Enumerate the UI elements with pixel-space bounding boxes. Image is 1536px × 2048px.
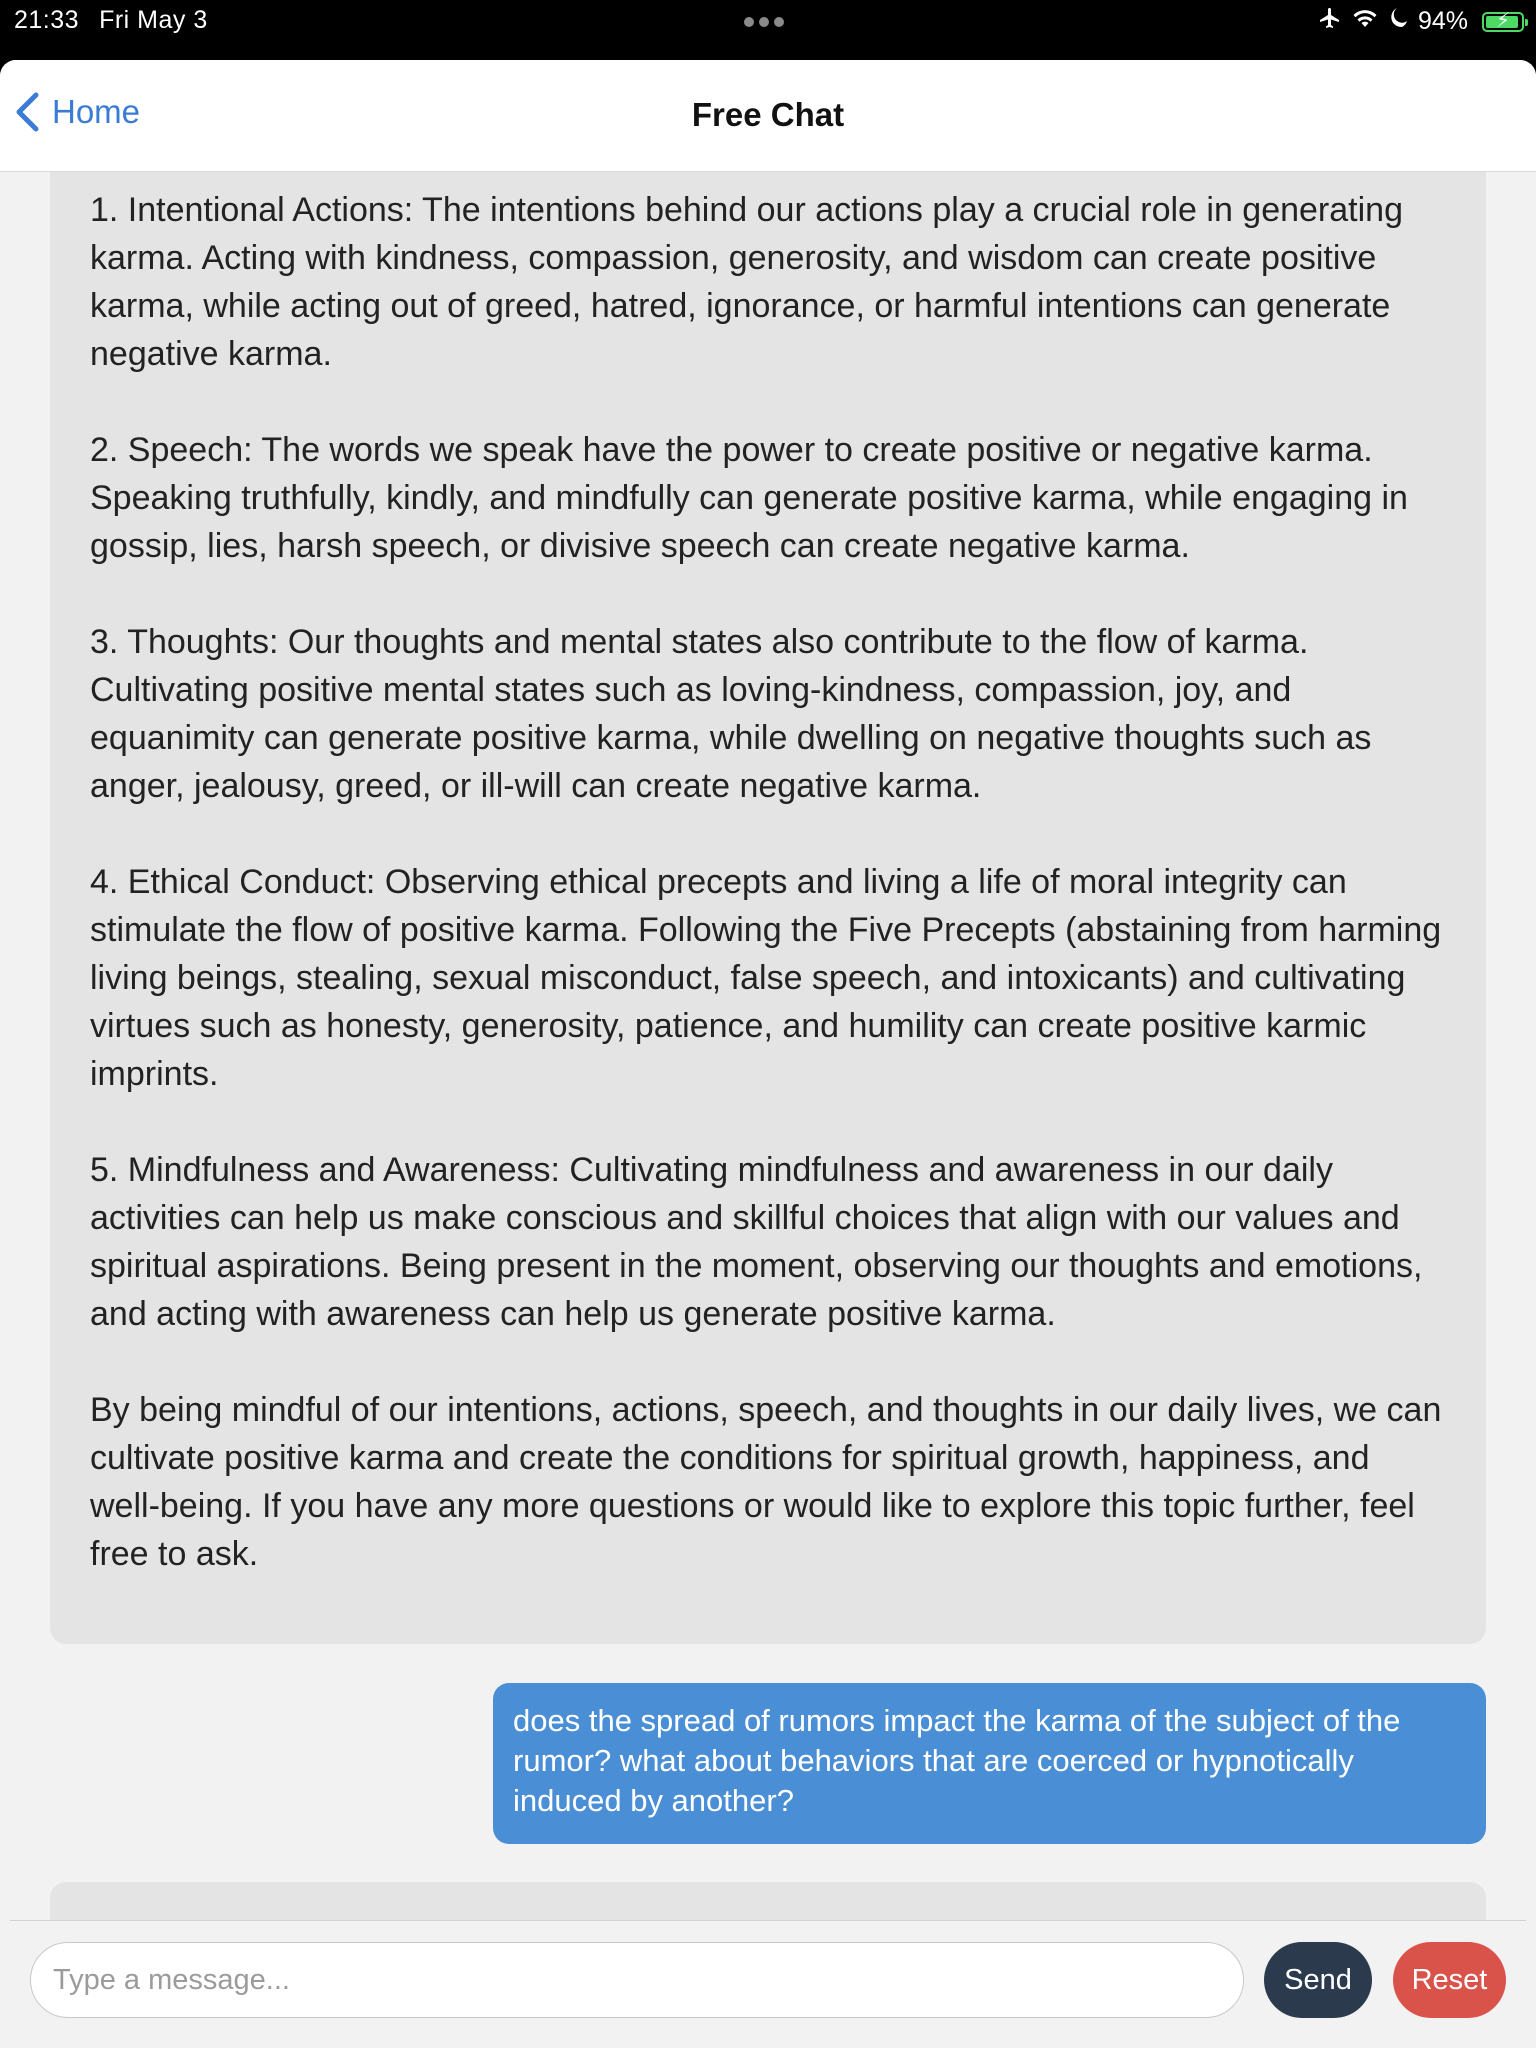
user-message: does the spread of rumors impact the karma of the subject of the rumor? what about behaviors that are coerced or hypnotically induced by another?: [493, 1683, 1486, 1844]
message-paragraph: 4. Ethical Conduct: Observing ethical precepts and living a life of moral integrity can stimulate the flow of positive karma. Following the Five Precepts (abstaining from harming living beings, stealing, sexual misconduct, false speech, and intoxicants) and cultivating virtues such as honesty, generosity, patience, and humility can create positive karmic imprints.: [90, 863, 1442, 1093]
assistant-message: [50, 172, 1486, 1644]
status-time: [14, 6, 208, 35]
airplane-icon: [1318, 6, 1342, 37]
moon-icon: [1388, 7, 1408, 36]
message-paragraph: 1. Intentional Actions: The intentions behind our actions play a crucial role in generating karma. Acting with kindness, compassion, generosity, and wisdom can create positive karma, while acting out of greed, hatred, ignorance, or harmful intentions can generate negative karma.: [90, 191, 1403, 373]
status-date: Fri May 3: [99, 6, 208, 34]
status-time-text: 21:33: [14, 6, 80, 34]
back-label: Home: [52, 93, 141, 130]
bolt-icon: ⚡: [1495, 9, 1511, 32]
wifi-icon: [1352, 7, 1378, 36]
message-paragraph: By being mindful of our intentions, actions, speech, and thoughts in our daily lives, we can cultivate positive karma and create the conditions for spiritual growth, happiness, and well-being. If you have any more questions or would like to explore this topic further, feel free to ask.: [90, 1391, 1442, 1573]
send-button[interactable]: Send: [1264, 1942, 1372, 2018]
navigation-bar: [0, 60, 1536, 172]
battery-percent: 94%: [1417, 7, 1468, 35]
message-paragraph: 3. Thoughts: Our thoughts and mental states also contribute to the flow of karma. Cultivating positive mental states such as loving-kindness, compassion, joy, and equanimity can generate positive karma, while dwelling on negative thoughts such as anger, jealousy, greed, or ill-will can create negative karma.: [90, 623, 1372, 805]
status-indicators: [1318, 6, 1524, 37]
status-bar: [0, 0, 1536, 60]
app-window: [0, 60, 1536, 2048]
battery-charging-icon: [1482, 9, 1524, 32]
message-paragraph: 5. Mindfulness and Awareness: Cultivating mindfulness and awareness in our daily activities can help us make conscious and skillful choices that align with our values and spiritual aspirations. Being present in the moment, observing our thoughts and emotions, and acting with awareness can help us generate positive karma.: [90, 1151, 1423, 1333]
chat-transcript[interactable]: [0, 172, 1536, 1980]
composer-divider: [10, 1920, 1526, 1921]
message-input[interactable]: [30, 1942, 1244, 2018]
message-paragraph: 2. Speech: The words we speak have the power to create positive or negative karma. Speaking truthfully, kindly, and mindfully can generate positive karma, while engaging in gossip, lies, harsh speech, or divisive speech can create negative karma.: [90, 431, 1408, 565]
message-composer: [0, 1920, 1536, 2048]
reset-button[interactable]: Reset: [1393, 1942, 1506, 2018]
page-title: Free Chat: [691, 96, 845, 133]
battery-cap: [1525, 19, 1528, 26]
multitasking-dots-icon[interactable]: [744, 14, 792, 26]
